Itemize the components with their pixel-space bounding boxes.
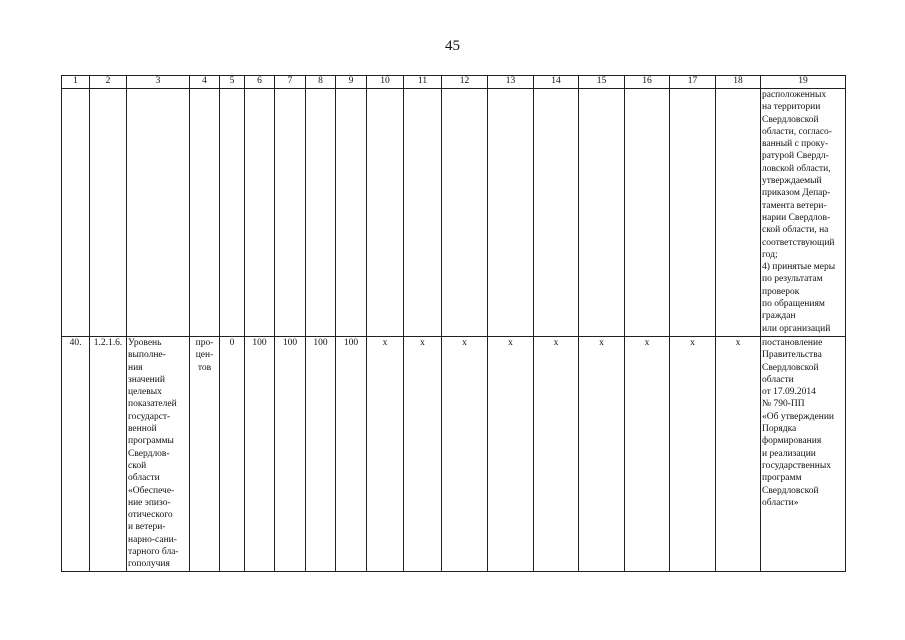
item-code-cell: 1.2.1.6. [90,337,127,572]
header-cell-11: 11 [404,76,442,89]
header-cell-3: 3 [127,76,190,89]
header-cell-18: 18 [716,76,761,89]
header-cell-7: 7 [275,76,306,89]
empty-cell [534,89,579,337]
empty-cell [336,89,367,337]
header-cell-6: 6 [245,76,275,89]
header-cell-9: 9 [336,76,367,89]
header-cell-16: 16 [625,76,670,89]
header-cell-19: 19 [761,76,846,89]
value-cell-5: 0 [220,337,245,572]
table-row-40 [62,337,846,572]
empty-cell [367,89,404,337]
row-number-cell: 40. [62,337,90,572]
header-cell-10: 10 [367,76,404,89]
empty-cell [488,89,534,337]
empty-cell [579,89,625,337]
value-cell-14: x [534,337,579,572]
header-cell-14: 14 [534,76,579,89]
header-cell-17: 17 [670,76,716,89]
header-cell-8: 8 [306,76,336,89]
value-cell-9: 100 [336,337,367,572]
empty-cell [190,89,220,337]
value-cell-8: 100 [306,337,336,572]
source-document-cell: постановление Правительства Свердловской области от 17.09.2014 № 790-ПП «Об утверждении Порядка формирования и реализации государственных программ Свердловской области» [761,337,846,572]
header-cell-2: 2 [90,76,127,89]
header-cell-13: 13 [488,76,534,89]
empty-cell [275,89,306,337]
empty-cell [306,89,336,337]
empty-cell [716,89,761,337]
empty-cell [404,89,442,337]
page-number: 45 [445,38,460,54]
value-cell-18: x [716,337,761,572]
value-cell-17: x [670,337,716,572]
header-cell-12: 12 [442,76,488,89]
empty-cell [670,89,716,337]
header-cell-15: 15 [579,76,625,89]
empty-cell [625,89,670,337]
empty-cell [127,89,190,337]
source-document-cell: расположенных на территории Свердловской области, согласо- ванный с проку- ратурой Свердл- ловской области, утверждаемый приказом Депар- тамента ветери- нарии Свердлов- ской области, на соответствующий год; 4) принятые меры по результатам проверок по обращениям граждан или организаций [761,89,846,337]
empty-cell [62,89,90,337]
document-table [61,75,846,572]
empty-cell [90,89,127,337]
value-cell-6: 100 [245,337,275,572]
unit-cell: про- цен- тов [190,337,220,572]
column-number-row [62,76,846,89]
value-cell-11: x [404,337,442,572]
empty-cell [245,89,275,337]
value-cell-10: x [367,337,404,572]
table-row-continuation [62,89,846,337]
value-cell-16: x [625,337,670,572]
value-cell-15: x [579,337,625,572]
header-cell-5: 5 [220,76,245,89]
indicator-name-cell: Уровень выполне- ния значений целевых показателей государст- венной программы Свердлов- ской области «Обеспече- ние эпизо- отического и ветери- нарно-сани- тарного бла- гополучия [127,337,190,572]
header-cell-4: 4 [190,76,220,89]
value-cell-12: x [442,337,488,572]
header-cell-1: 1 [62,76,90,89]
empty-cell [220,89,245,337]
empty-cell [442,89,488,337]
value-cell-7: 100 [275,337,306,572]
value-cell-13: x [488,337,534,572]
